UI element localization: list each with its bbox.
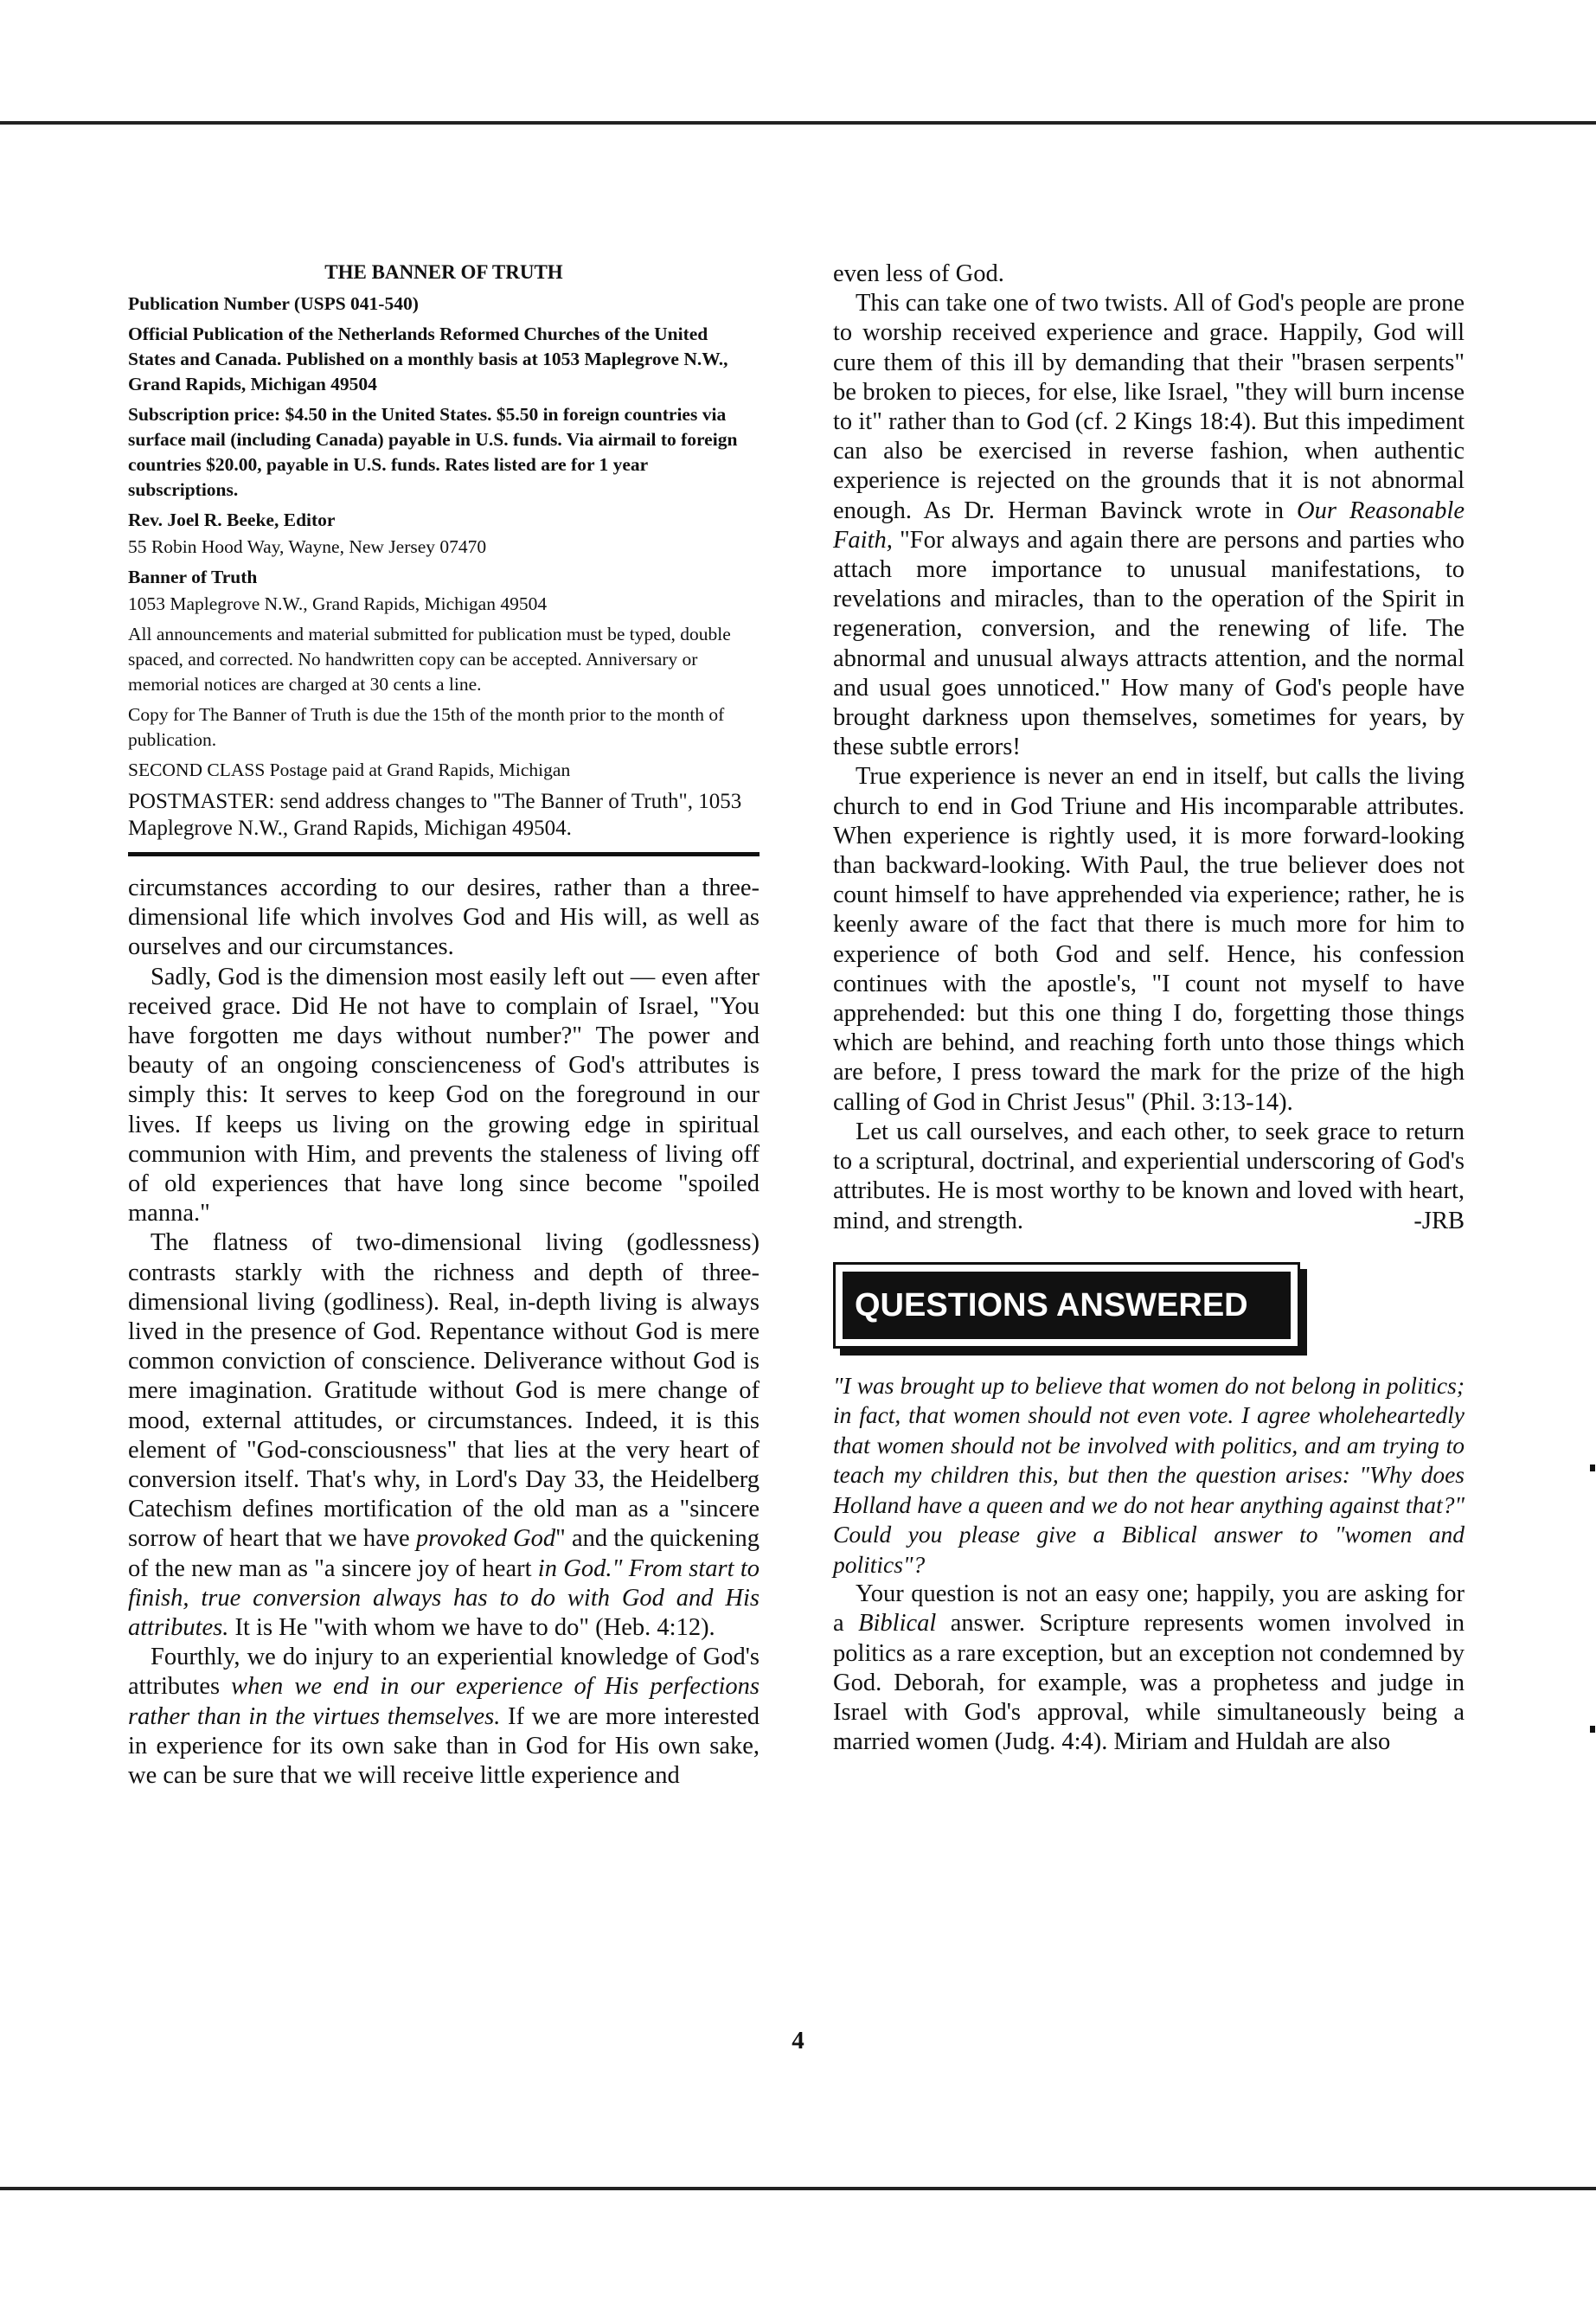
announcements-note: All announcements and material submitted for publication must be typed, double spaced, and corrected. No handwritten copy can be accepted. Anniversary or memorial notices are charged at 30 cents a line. [128, 624, 731, 695]
right-article-body [833, 260, 1465, 1236]
postage-note: SECOND CLASS Postage paid at Grand Rapids, Michigan [128, 760, 571, 780]
postmaster-note: POSTMASTER: send address changes to "The Banner of Truth", 1053 Maplegrove N.W., Grand Rapids, Michigan 49504. [128, 790, 742, 840]
left-column [128, 260, 760, 1791]
top-rule [0, 121, 1596, 125]
qa-body [833, 1371, 1465, 1758]
signature: -JRB [1413, 1207, 1465, 1234]
copy-due-note: Copy for The Banner of Truth is due the 15th of the month prior to the month of publication. [128, 704, 725, 750]
page-number: 4 [792, 2027, 804, 2054]
office-name: Banner of Truth [128, 567, 258, 587]
official-publication: Official Publication of the Netherlands Reformed Churches of the United States and Canada. Published on a monthly basis at 1053 Maplegrove N.W., Grand Rapids, Michigan 49504 [128, 324, 728, 394]
paragraph: Fourthly, we do injury to an experiential knowledge of God's attributes when we end in our experience of His perfections rather than in the virtues themselves. If we are more interested in experience for its own sake than in God for His own sake, we can be sure that we will receive little experience and [128, 1644, 760, 1790]
publication-number: Publication Number (USPS 041-540) [128, 293, 419, 314]
editor-address: 55 Robin Hood Way, Wayne, New Jersey 07470 [128, 536, 487, 557]
subscription-price: Subscription price: $4.50 in the United States. $5.50 in foreign countries via surface mail (including Canada) payable in U.S. funds. Via airmail to foreign countries $20.00, payable in U.S. funds. Rates listed are for 1 year subscriptions. [128, 404, 738, 500]
section-title: QUESTIONS ANSWERED [843, 1272, 1291, 1339]
section-header-box [833, 1262, 1300, 1349]
right-column [833, 260, 1465, 1757]
margin-mark [1590, 1726, 1595, 1733]
reader-question: "I was brought up to believe that women do not belong in politics; in fact, that women should not even vote. I agree wholeheartedly that women should not be involved with politics, and am trying to teach my children this, but then the question arises: "Why does Holland have a queen and we do not hear anything against that?" Could you please give a Biblical answer to "women and politics"? [833, 1371, 1465, 1578]
masthead-rule [128, 852, 760, 856]
paragraph: The flatness of two-dimensional living (godlessness) contrasts starkly with the richness and depth of three-dimensional living (godliness). Real, in-depth living is always lived in the presence of God. Repentance without God is mere common conviction of conscience. Deliverance without God is mere imagination. Gratitude without God is mere change of mood, external attitudes, or circumstances. Indeed, it is this element of "God-consciousness" that lies at the very heart of conversion itself. That's why, in Lord's Day 33, the Heidelberg Catechism defines mortification of the old man as a "sincere sorrow of heart that we have provoked God" and the quickening of the new man as "a sincere joy of heart in God." From start to finish, true conversion always has to do with God and His attributes. It is He "with whom we have to do" (Heb. 4:12). [128, 1229, 760, 1642]
paragraph: Let us call ourselves, and each other, to seek grace to return to a scriptural, doctrinal, and experiential underscoring of God's attributes. He is most worthy to be known and loved with heart, mind, and strength. -JRB [833, 1118, 1465, 1236]
masthead-title: THE BANNER OF TRUTH [324, 261, 563, 283]
office-address: 1053 Maplegrove N.W., Grand Rapids, Michigan 49504 [128, 593, 548, 614]
bottom-rule [0, 2187, 1596, 2190]
editor-name: Rev. Joel R. Beeke, Editor [128, 510, 336, 530]
paragraph: circumstances according to our desires, rather than a three-dimensional life which involves God and His will, as well as ourselves and our circumstances. [128, 875, 760, 961]
left-article-body [128, 874, 760, 1791]
paragraph: True experience is never an end in itself, but calls the living church to end in God Triune and His incomparable attributes. When experience is rightly used, it is more forward-looking than backward-looking. With Paul, the true believer does not count himself to have apprehended via experience; rather, he is keenly aware of the fact that there is much more for him to experience of both God and self. Hence, his confession continues with the apostle's, "I count not myself to have apprehended: but this one thing I do, forgetting those things which are behind, and reaching forth unto those things which are before, I press toward the mark for the prize of the high calling of God in Christ Jesus" (Phil. 3:13-14). [833, 763, 1465, 1116]
masthead [128, 260, 760, 842]
paragraph: Sadly, God is the dimension most easily left out — even after received grace. Did He not have to complain of Israel, "You have forgotten me days without number?" The power and beauty of an ongoing conscienceness of God's attributes is simply this: It serves to keep God on the foreground in our lives. If keeps us living on the growing edge in spiritual communion with Him, and prevents the staleness of living off of old experiences that have long since become "spoiled manna." [128, 963, 760, 1227]
answer-paragraph: Your question is not an easy one; happily, you are asking for a Biblical answer. Scripture represents women involved in politics as a rare exception, but an exception not condemned by God. Deborah, for example, was a prophetess and judge in Israel with God's approval, while simultaneously being a married women (Judg. 4:4). Miriam and Huldah are also [833, 1580, 1465, 1756]
margin-mark [1590, 1465, 1595, 1471]
paragraph: even less of God. [833, 260, 1004, 287]
paragraph: This can take one of two twists. All of God's people are prone to worship received experience and grace. Happily, God will cure them of this ill by demanding that their "brasen serpents" be broken to pieces, for else, like Israel, "they will burn incense to it" rather than to God (cf. 2 Kings 18:4). But this impediment can also be exercised in reverse fashion, when authentic experience is rejected on the grounds that it is not abnormal enough. As Dr. Herman Bavinck wrote in Our Reasonable Faith, "For always and again there are persons and parties who attach more importance to unusual manifestations, to revelations and miracles, than to the operation of the Spirit in regeneration, conversion, and the renewing of life. The abnormal and unusual always attracts attention, and the normal and usual goes unnoticed." How many of God's people have brought darkness upon themselves, sometimes for years, by these subtle errors! [833, 290, 1465, 761]
